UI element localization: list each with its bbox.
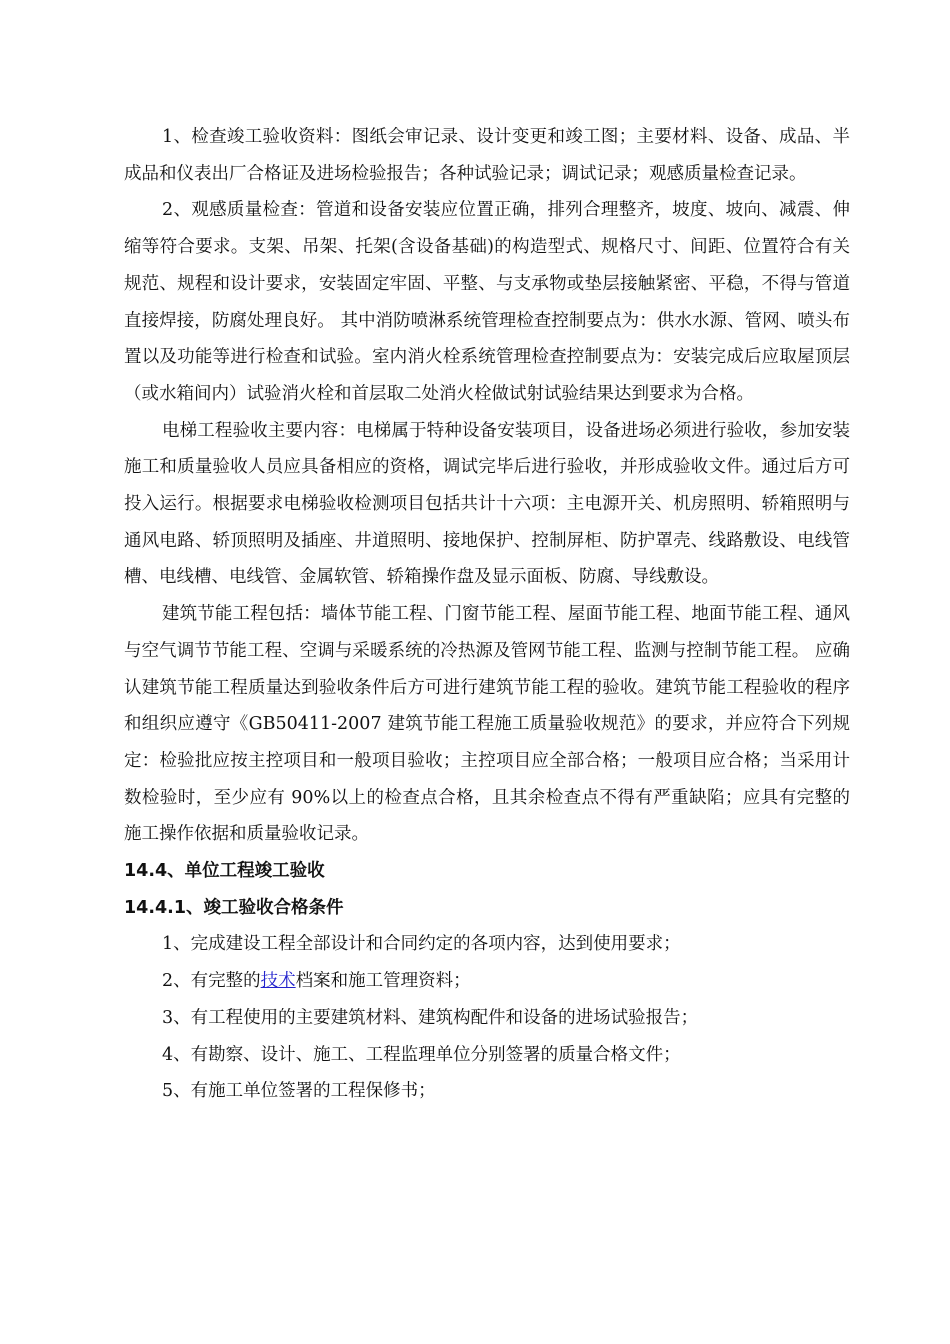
list-item: 5、有施工单位签署的工程保修书； — [162, 1081, 436, 1102]
paragraph-energy-saving: 建筑节能工程包括：墙体节能工程、门窗节能工程、屋面节能工程、地面节能工程、通风与空气调节节能工程、空调与采暖系统的冷热源及管网节能工程、监测与控制节能工程。 应确认建筑节能工程质量达到验收条件后方可进行建筑节能工程的验收。建筑节能工程验收的程序和组织应遵守《GB50411-2007 建筑节能工程施工质量验收规范》的要求，并应符合下列规定：检验批应按主控项目和一般项目验收；主控项目应全部合格；一般项目应合格；当采用计数检验时，至少应有 90%以上的检查点合格，且其余检查点不得有严重缺陷；应具有完整的施工操作依据和质量验收记录。 — [124, 604, 850, 845]
list-item-prefix: 2、有完整的 — [162, 971, 261, 992]
list-item: 3、有工程使用的主要建筑材料、建筑构配件和设备的进场试验报告； — [162, 1007, 699, 1028]
section-heading: 14.4、单位工程竣工验收 — [124, 861, 325, 882]
technology-link[interactable]: 技术 — [260, 971, 296, 992]
list-item: 4、有勘察、设计、施工、工程监理单位分别签署的质量合格文件； — [162, 1044, 681, 1065]
list-item-suffix: 档案和施工管理资料； — [295, 971, 471, 992]
paragraph-visual-quality-check: 2、观感质量检查：管道和设备安装应位置正确，排列合理整齐，坡度、坡向、减震、伸缩等符合要求。支架、吊架、托架(含设备基础)的构造型式、规格尺寸、间距、位置符合有关规范、规程和设计要求，安装固定牢固、平整、与支承物或垫层接触紧密、平稳，不得与管道直接焊接，防腐处理良好。 其中消防喷淋系统管理检查控制要点为：供水水源、管网、喷头布置以及功能等进行检查和试验。室内消火栓系统管理检查控制要点为：安装完成后应取屋顶层（或水箱间内）试验消火栓和首层取二处消火栓做试射试验结果达到要求为合格。 — [124, 200, 850, 404]
list-item: 1、完成建设工程全部设计和合同约定的各项内容，达到使用要求； — [162, 934, 681, 955]
paragraph-acceptance-documents: 1、检查竣工验收资料：图纸会审记录、设计变更和竣工图；主要材料、设备、成品、半成品和仪表出厂合格证及进场检验报告；各种试验记录；调试记录；观感质量检查记录。 — [124, 127, 850, 184]
subsection-heading: 14.4.1、竣工验收合格条件 — [124, 897, 344, 918]
list-item — [124, 963, 850, 1000]
paragraph-elevator-acceptance: 电梯工程验收主要内容：电梯属于特种设备安装项目，设备进场必须进行验收，参加安装施工和质量验收人员应具备相应的资格，调试完毕后进行验收，并形成验收文件。通过后方可投入运行。根据要求电梯验收检测项目包括共计十六项：主电源开关、机房照明、轿箱照明与通风电路、轿顶照明及插座、井道照明、接地保护、控制屏柜、防护罩壳、线路敷设、电线管槽、电线槽、电线管、金属软管、轿箱操作盘及显示面板、防腐、导线敷设。 — [124, 420, 850, 588]
